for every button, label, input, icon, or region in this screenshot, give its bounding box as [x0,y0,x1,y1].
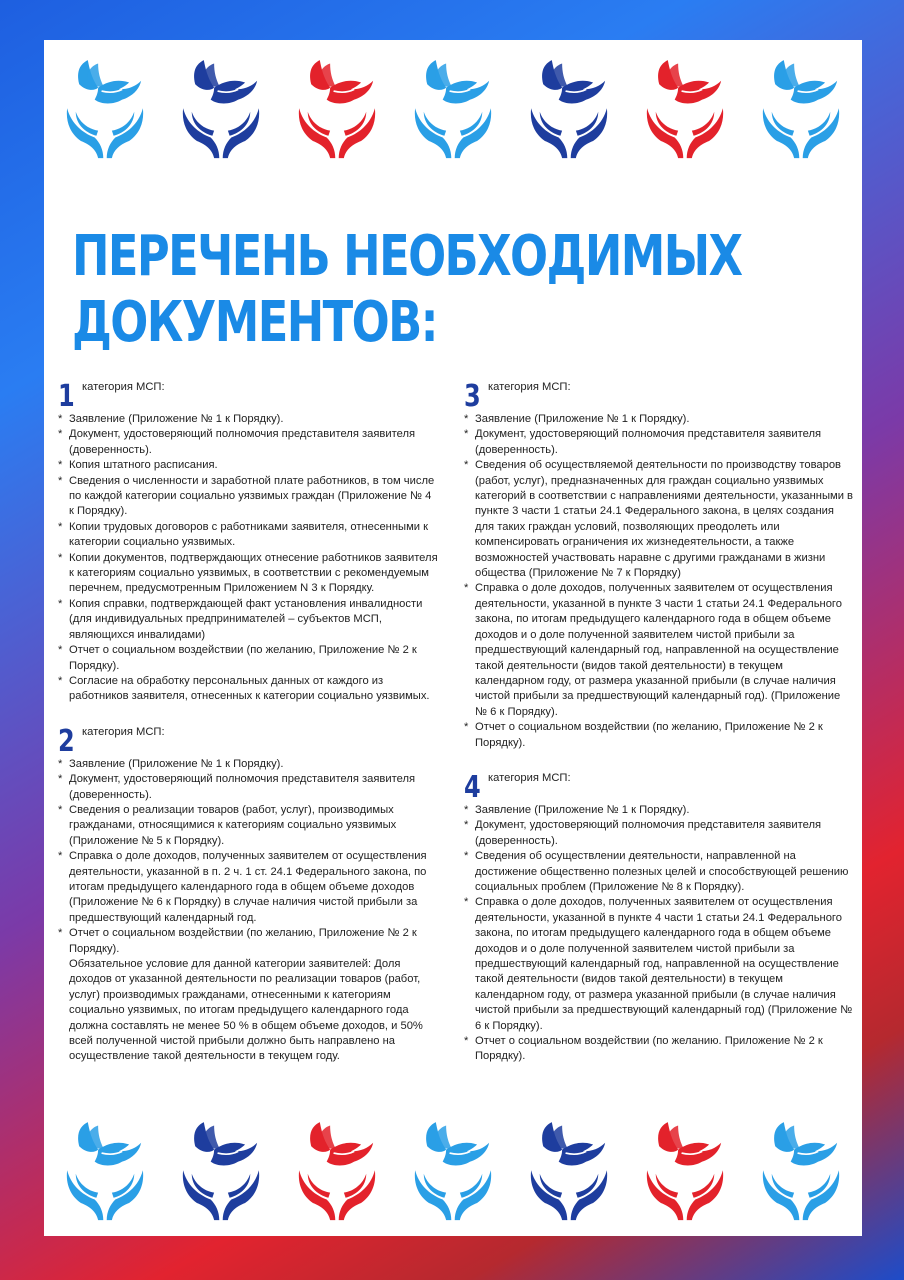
list-item: * Сведения об осуществлении деятельности, направленной на достижение общественно полезных целей и способствующей решению социальных проблем (Приложение № 8 к Порядку). [464,849,854,895]
category-label: категория МСП: [488,381,571,393]
list-item: * Сведения о численности и заработной плате работников, в том числе по каждой категории социально уязвимых граждан (Приложение № 4 к Порядку). [58,474,438,520]
list-item: * Заявление (Приложение № 1 к Порядку). [58,757,438,772]
category-label: категория МСП: [82,725,165,738]
list-item: * Отчет о социальном воздействии (по желанию, Приложение № 2 к Порядку). [58,926,438,957]
dove-hands-icon [410,58,496,162]
category-4-heading [464,767,854,803]
list-item: * Отчет о социальном воздействии (по желанию, Приложение № 2 к Порядку). [58,643,438,674]
dove-hands-icon [62,58,148,162]
left-column [58,376,438,1081]
category-number: 3 [464,379,481,414]
document-list [58,757,438,957]
dove-hands-icon [62,1120,148,1224]
title-line-2: ДОКУМЕНТОВ: [72,290,437,355]
dove-hands-icon [758,58,844,162]
category-number: 4 [464,769,481,805]
document-list [464,412,854,751]
page-title [72,224,741,356]
list-item: * Справка о доле доходов, полученных заявителем от осуществления деятельности, указанной в п. 2 ч. 1 ст. 24.1 Федерального закона, по итогам предыдущего календарного года в общем объеме доходов (Приложение № 6 к Порядку) в случае наличия чистой прибыли за предшествующий календарный год. [58,849,438,926]
list-item: * Согласие на обработку персональных данных от каждого из работников заявителя, отнесенных к категории социально уязвимых. [58,674,438,705]
list-item: * Сведения о реализации товаров (работ, услуг), производимых гражданами, относящимися к категориям социально уязвимых (Приложение № 5 к Порядку). [58,803,438,849]
dove-hands-icon [294,1120,380,1224]
category-1-section [58,376,438,705]
category-1-heading [58,376,438,412]
list-item: * Справка о доле доходов, полученных заявителем от осуществления деятельности, указанной в пункте 3 части 1 статьи 24.1 Федерального закона, по итогам предыдущего календарного года в общем объеме доходов и о доле полученной заявителем чистой прибыли за предшествующий календарный год, направленной на осуществление такой деятельности (видов такой деятельности) в текущем календарном году, от размера указанной прибыли (в случае наличия чистой прибыли за предшествующий календарный год). (Приложение № 6 к Порядку). [464,581,854,720]
top-icon-row [44,58,862,170]
list-item: * Сведения об осуществляемой деятельности по производству товаров (работ, услуг), предназначенных для граждан социально уязвимых категорий в соответствии с направлениями деятельности, указанными в пункте 3 части 1 статьи 24.1 Федерального закона, в целях создания для таких граждан условий, позволяющих преодолеть или компенсировать ограничения их жизнедеятельности, а также возможностей участвовать наравне с другими гражданами в жизни общества (Приложение № 7 к Порядку) [464,458,854,581]
dove-hands-icon [410,1120,496,1224]
dove-hands-icon [294,58,380,162]
category-4-section [464,767,854,1065]
list-item: * Документ, удостоверяющий полномочия представителя заявителя (доверенность). [58,772,438,803]
title-line-1: ПЕРЕЧЕНЬ НЕОБХОДИМЫХ [72,224,742,289]
right-column [464,376,854,1081]
list-item: * Справка о доле доходов, полученных заявителем от осуществления деятельности, указанной в пункте 4 части 1 статьи 24.1 Федерального закона, по итогам предыдущего календарного года в общем объеме доходов и о доле полученной заявителем чистой прибыли за предшествующий календарный год, направленной на осуществление такой деятельности (видов такой деятельности) в текущем календарном году, от размера указанной прибыли (в случае наличия чистой прибыли за предшествующий календарный год) (Приложение № 6 к Порядку). [464,895,854,1034]
dove-hands-icon [642,58,728,162]
list-item: * Отчет о социальном воздействии (по желанию. Приложение № 2 к Порядку). [464,1034,854,1065]
list-item: * Документ, удостоверяющий полномочия представителя заявителя (доверенность). [464,427,854,458]
dove-hands-icon [526,1120,612,1224]
category-number: 2 [58,723,75,759]
category-2-heading [58,721,438,757]
document-list [464,803,854,1065]
category-number: 1 [58,379,75,414]
list-item: * Копии трудовых договоров с работниками заявителя, отнесенными к категории социально уязвимых. [58,520,438,551]
list-item: * Заявление (Приложение № 1 к Порядку). [464,412,854,427]
category-label: категория МСП: [82,381,165,393]
list-item: * Документ, удостоверяющий полномочия представителя заявителя (доверенность). [58,427,438,458]
list-item: * Копии документов, подтверждающих отнесение работников заявителя к категориям социально уязвимых, в соответствии с рекомендуемым перечнем, предусмотренным Приложением N 3 к Порядку. [58,551,438,597]
category-label: категория МСП: [488,771,571,784]
list-item: * Заявление (Приложение № 1 к Порядку). [58,412,438,427]
list-item: * Заявление (Приложение № 1 к Порядку). [464,803,854,818]
category-3-heading [464,376,854,412]
dove-hands-icon [758,1120,844,1224]
dove-hands-icon [178,1120,264,1224]
dove-hands-icon [178,58,264,162]
bottom-icon-row [44,1120,862,1232]
document-list [58,412,438,705]
dove-hands-icon [526,58,612,162]
poster-sheet [44,40,862,1236]
list-item: * Отчет о социальном воздействии (по желанию, Приложение № 2 к Порядку). [464,720,854,751]
list-item: * Копия штатного расписания. [58,458,438,473]
list-item: * Копия справки, подтверждающей факт установления инвалидности (для индивидуальных предпринимателей – субъектов МСП, являющихся инвалидами) [58,597,438,643]
category-2-section [58,721,438,1065]
category-3-section [464,376,854,751]
list-item: * Документ, удостоверяющий полномочия представителя заявителя (доверенность). [464,818,854,849]
dove-hands-icon [642,1120,728,1224]
mandatory-condition-note: Обязательное условие для данной категории заявителей: Доля доходов от указанной деятельности по реализации товаров (работ, услуг) производимых гражданами, отнесенными к категориям социально уязвимых, по итогам предыдущего календарного года должна составлять не менее 50 % в общем объеме доходов, и 50% всей полученной чистой прибыли должно быть направлено на осуществление такой деятельности в текущем году. [69,958,423,1063]
